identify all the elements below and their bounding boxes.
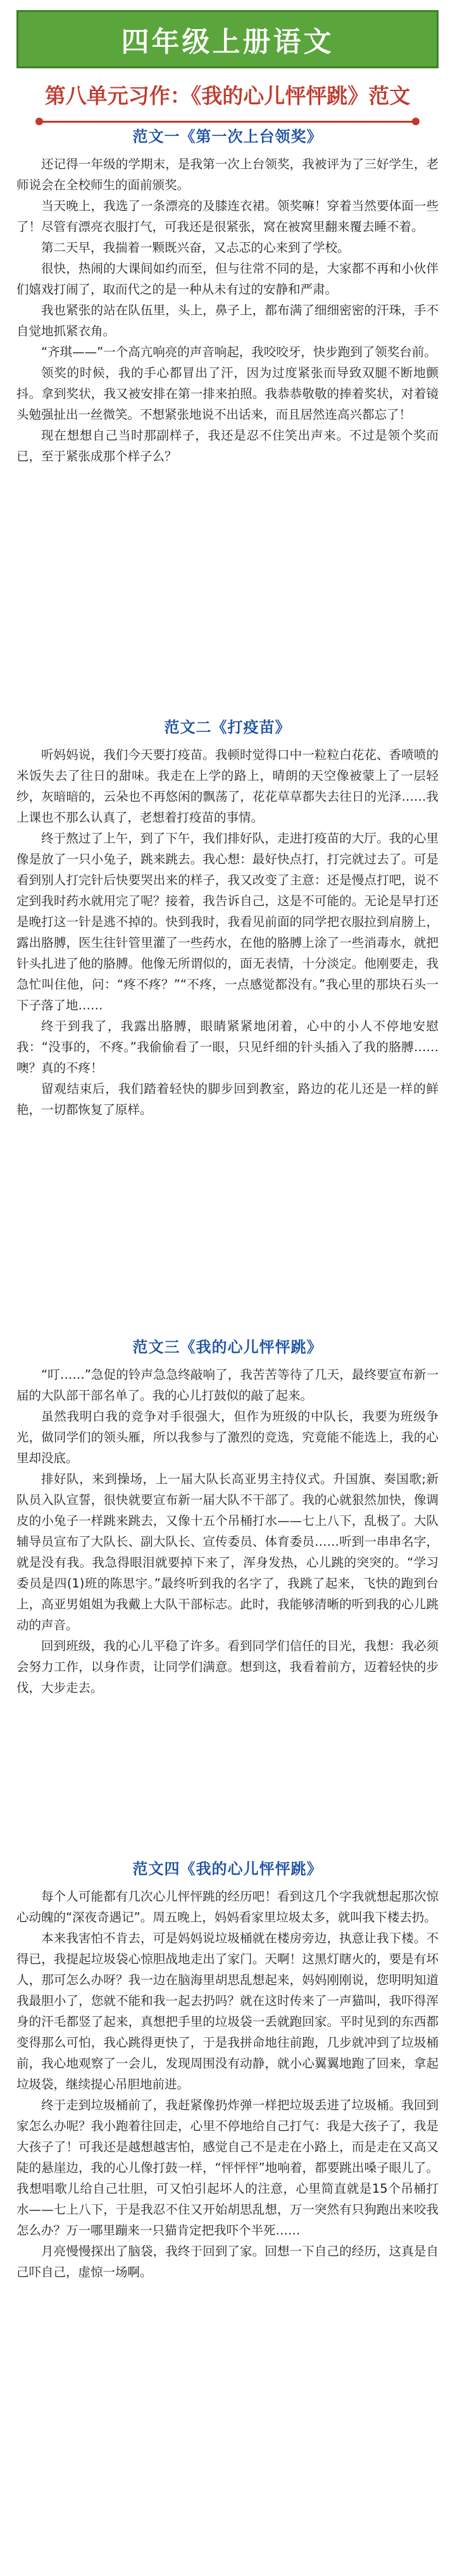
essay-title: 范文三《我的心儿怦怦跳》 [132, 1338, 323, 1356]
paragraph: 终于走到垃圾桶前了，我赶紧像扔炸弹一样把垃圾丢进了垃圾桶。我回到家怎么办呢？我小跑着往回走，心里不停地给自己打气：我是大孩子了，我是大孩子了！可我还是越想越害怕，感觉自己不是走在小路上，而是走在又高又陡的悬崖边，我的心儿像打鼓一样，“怦怦怦”地响着，都要跳出嗓子眼儿了。我想唱歌儿给自己壮胆，可又怕引起坏人的注意，心里简直就是15个吊桶打水——七上八下，于是我忍不住又开始胡思乱想，万一突然有只狗跑出来咬我怎么办？万一哪里蹦来一只猫肯定把我吓个半死…… [16, 2098, 439, 2238]
paragraph: 本来我害怕不肯去，可是妈妈说垃圾桶就在楼房旁边，执意让我下楼。不得已，我提起垃圾袋心惊胆战地走出了家门。天啊！这黑灯瞎火的，要是有坏人，那可怎么办呀？我一边在脑海里胡思乱想起来，妈妈刚刚说，您明明知道我最胆小了，您就不能和我一起去扔吗？就在这时传来了一声猫叫，我吓得浑身的汗毛都竖了起来，真想把手里的垃圾袋一丢就跑回家。平时见到的东西都变得那么可怕，我心跳得更快了，于是我拼命地往前跑，几步就冲到了垃圾桶前，我心地观察了一会儿，发现周围没有动静，就小心翼翼地跑了回来，拿起垃圾袋，继续提心吊胆地前进。 [16, 1931, 439, 2092]
paragraph: “齐琪——”一个高亢响亮的声音响起，我咬咬牙，快步跑到了领奖台前。 [41, 345, 437, 359]
paragraph: 当天晚上，我选了一条漂亮的及膝连衣裙。领奖嘛！穿着当然要体面一些了！尽管有漂亮衣服打气，可我还是很紧张，窝在被窝里翻来覆去睡不着。 [16, 199, 439, 234]
essay-2 [16, 715, 439, 1120]
essay-4 [16, 1856, 439, 2283]
paragraph: 还记得一年级的学期末，是我第一次上台领奖，我被评为了三好学生，老师说会在全校师生的面前颁奖。 [16, 157, 439, 192]
page-title: 四年级上册语文 [121, 26, 334, 58]
page-subtitle: 第八单元习作：《我的心儿怦怦跳》范文 [44, 83, 411, 108]
essay-body [16, 1886, 439, 2283]
paragraph: 月亮慢慢探出了脑袋，我终于回到了家。回想一下自己的经历，这真是自己吓自己，虚惊一场啊。 [16, 2244, 439, 2279]
essay-3 [16, 1334, 439, 1698]
paragraph: 现在想想自己当时那副样子，我还是忍不住笑出声来。不过是领个奖而已，至于紧张成那个样子么？ [16, 428, 439, 464]
paragraph: 排好队，来到操场，上一届大队长高亚男主持仪式。升国旗、奏国歌;新队员入队宣誓，很快就要宣布新一届大队不干部了。我的心就狠然加快，像调皮的小兔子一样跳来跳去，又像十五个吊桶打水——七上八下，乱极了。大队辅导员宣布了大队长、副大队长、宣传委员、体育委员……听到一串串名字，就是没有我。我急得眼泪就要掉下来了，浑身发热，心儿跳的突突的。“学习委员是四(1)班的陈思宇。”最终听到我的名字了，我跳了起来，飞快的跑到台上，高亚男姐姐为我戴上大队干部标志。此时，我能够清晰的听到我的心儿跳动的声音。 [16, 1472, 439, 1632]
essay-body [16, 744, 439, 1120]
paragraph: “叮……”急促的铃声急急终敲响了，我苦苦等待了几天，最终要宣布新一届的大队部干部名单了。我的心儿打鼓似的敲了起来。 [16, 1367, 439, 1403]
paragraph: 终于到我了，我露出胳膊，眼睛紧紧地闭着，心中的小人不停地安慰我：“没事的，不疼。”我偷偷看了一眼，只见纤细的针头插入了我的胳膊……噢？真的不疼！ [16, 1019, 439, 1075]
paragraph: 留观结束后，我们踏着轻快的脚步回到教室，路边的花儿还是一样的鲜艳，一切都恢复了原样。 [16, 1082, 439, 1117]
paragraph: 领奖的时候，我的手心都冒出了汗，因为过度紧张而导致双腿不断地颤抖。拿到奖状，我又被安排在第一排来拍照。我恭恭敬敬的捧着奖状，对着镜头勉强扯出一丝微笑。不想紧张地说不出话来，而且居然连高兴都忘了！ [16, 366, 439, 422]
essay-body [16, 1364, 439, 1698]
paragraph: 听妈妈说，我们今天要打疫苗。我顿时觉得口中一粒粒白花花、香喷喷的米饭失去了往日的甜味。我走在上学的路上，晴朗的天空像被蒙上了一层轻纱，灰暗暗的，云朵也不再悠闲的飘荡了，花花草草都失去往日的光泽……我上课也不那么认真了，老想着打疫苗的事情。 [16, 748, 439, 825]
essay-body [16, 154, 439, 467]
essay-title: 范文二《打疫苗》 [164, 718, 291, 736]
title-banner [16, 10, 439, 68]
paragraph: 很快，热闹的大课间如约而至，但与往常不同的是，大家都不再和小伙伴们嬉戏打闹了，取而代之的是一种从未有过的安静和严肃。 [16, 261, 439, 297]
paragraph: 我也紧张的站在队伍里，头上，鼻子上，都布满了细细密密的汗珠，手不自觉地抓紧衣角。 [16, 303, 439, 338]
paragraph: 回到班级，我的心儿平稳了许多。看到同学们信任的目光，我想：我必须会努力工作，以身作责，让同学们满意。想到这，我看着前方，迈着轻快的步伐，大步走去。 [16, 1639, 439, 1695]
essay-1 [16, 124, 439, 467]
essay-title: 范文一《第一次上台领奖》 [132, 127, 323, 145]
paragraph: 终于熬过了上午，到了下午，我们排好队，走进打疫苗的大厅。我的心里像是放了一只小兔子，跳来跳去。我心想：最好快点打，打完就过去了。可是看到别人打完针后快要哭出来的样子，我又改变了主意：还是慢点打吧，说不定到我时药水就用完了呢？接着，我告诉自己，这是不可能的。无论是早打还是晚打这一针是逃不掉的。快到我时，我看见前面的同学把衣服拉到肩膀上，露出胳膊，医生往针管里灌了一些药水，在他的胳膊上涂了一些消毒水，就把针头扎进了他的胳膊。他像无所谓似的，面无表情，十分淡定。他刚要走，我急忙叫住他，问：“疼不疼？”“不疼，一点感觉都没有。”我心里的那块石头一下子落了地…… [16, 831, 439, 1013]
paragraph: 第二天早，我揣着一颗既兴奋，又忐忑的心来到了学校。 [41, 240, 350, 255]
paragraph: 每个人可能都有几次心儿怦怦跳的经历吧！看到这几个字我就想起那次惊心动魄的“深夜奇遇记”。周五晚上，妈妈看家里垃圾太多，就叫我下楼去扔。 [16, 1889, 439, 1925]
essay-title: 范文四《我的心儿怦怦跳》 [132, 1859, 323, 1878]
paragraph: 虽然我明白我的竞争对手很强大，但作为班级的中队长，我要为班级争光，做同学们的领头雁，所以我参与了激烈的竞选，究竟能不能选上，我的心里却没底。 [16, 1409, 439, 1465]
